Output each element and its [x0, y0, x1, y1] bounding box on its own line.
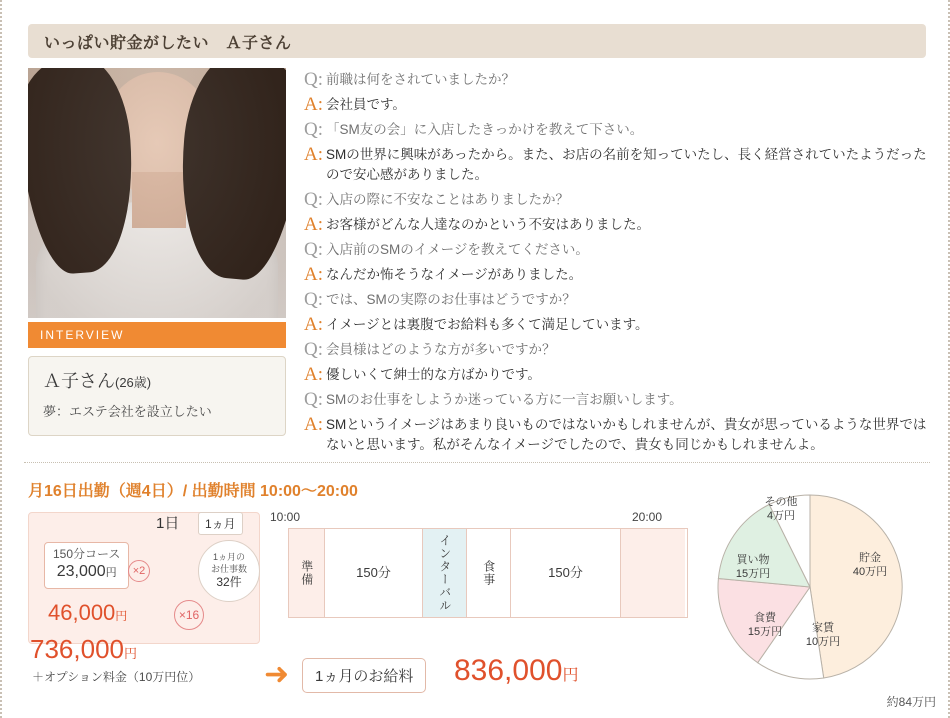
qa-row [304, 315, 932, 335]
pie-label-rent-name: 家賃 [812, 622, 834, 634]
jobs-line2: お仕事数 [210, 563, 247, 574]
pie-label-food-name: 食費 [754, 612, 776, 624]
pie-total-label: 約84万円 [886, 695, 936, 709]
timeline-block-prep: 準備 [289, 529, 325, 617]
qa-mark: Q: [304, 189, 323, 210]
qa-text: なんだか怖そうなイメージがありました。 [326, 267, 583, 282]
course-price [53, 562, 120, 582]
pie-label-food [740, 612, 790, 640]
qa-text: SMというイメージはあまり良いものではないかもしれませんが、貴女が思っているような世界ではないと思います。私がそんなイメージでしたので、貴女も同じかもしれませんよ。 [326, 417, 927, 452]
qa-mark: Q: [304, 69, 323, 90]
photo-vignette [28, 68, 286, 318]
qa-row [304, 70, 932, 90]
pie-slice-savings [810, 495, 902, 678]
pie-label-shopping-name: 買い物 [736, 554, 770, 566]
qa-row [304, 240, 932, 260]
qa-mark: A: [304, 264, 323, 285]
earnings-col-month-label: 1ヵ月 [198, 512, 243, 535]
page-title-bar [28, 24, 926, 58]
course-chip [44, 542, 129, 589]
qa-text: 「SM友の会」に入店したきっかけを教えて下さい。 [326, 122, 644, 137]
profile-name-row [43, 367, 271, 393]
qa-text: 入店の際に不安なことはありましたか？ [326, 192, 569, 207]
pie-label-food-value: 15万円 [747, 625, 783, 638]
pie-svg [692, 482, 942, 692]
day-total [48, 600, 127, 626]
jobs-count: 32件 [216, 574, 242, 589]
budget-pie-chart [692, 482, 942, 712]
qa-mark: A: [304, 414, 323, 435]
month-total-yen: 円 [123, 646, 137, 661]
pie-label-shopping-value: 15万円 [735, 567, 771, 580]
pie-label-rent [798, 622, 848, 650]
course-name: 150分コース [53, 547, 121, 561]
arrow-icon: ➜ [264, 658, 290, 691]
day-multiplier-badge: ×2 [128, 560, 150, 582]
month-total [30, 634, 137, 665]
qa-text: 優しいくて紳士的な方ばかりです。 [326, 367, 541, 382]
section-divider [24, 462, 930, 463]
work-timeline [288, 528, 688, 618]
qa-row [304, 340, 932, 360]
course-price-value: 23,000 [56, 563, 106, 580]
qa-mark: Q: [304, 119, 323, 140]
qa-row [304, 290, 932, 310]
qa-text: イメージとは裏腹でお給料も多くて満足しています。 [326, 317, 649, 332]
timeline-block-interval: インターバル [423, 529, 467, 617]
qa-row [304, 95, 932, 115]
pie-label-other-value: 4万円 [766, 509, 796, 522]
earnings-col-day-label: 1日 [156, 515, 180, 532]
qa-row [304, 120, 932, 140]
pie-label-savings-name: 貯金 [859, 552, 881, 564]
qa-mark: Q: [304, 339, 323, 360]
qa-row [304, 190, 932, 210]
qa-mark: A: [304, 94, 323, 115]
qa-text: 入店前のSMのイメージを教えてください。 [326, 242, 589, 257]
jobs-line1: 1ヵ月の [212, 552, 245, 563]
pie-label-rent-value: 10万円 [805, 635, 841, 648]
qa-mark: A: [304, 144, 323, 165]
qa-text: SMの世界に興味があったから。また、お店の名前を知っていたし、長く経営されていたようだったので安心感がありました。 [326, 147, 927, 182]
qa-mark: A: [304, 314, 323, 335]
salary-yen: 円 [562, 667, 579, 684]
qa-text: お客様がどんな人達なのかという不安はありました。 [326, 217, 650, 232]
course-price-yen: 円 [105, 567, 117, 579]
timeline-block-session1: 150分 [325, 529, 423, 617]
timeline-block-end [621, 529, 685, 617]
qa-text: 会員様はどのような方が多いですか？ [326, 342, 556, 357]
qa-text: 会社員です。 [326, 97, 406, 112]
profile-dream: 夢：エステ会社を設立したい [43, 404, 212, 419]
qa-mark: A: [304, 364, 323, 385]
month-multiplier-badge: ×16 [174, 600, 204, 630]
profile-box [28, 356, 286, 436]
page-title: いっぱい貯金がしたい Ａ子さん [44, 34, 292, 52]
monthly-jobs-circle [198, 540, 260, 602]
qa-row [304, 215, 932, 235]
qa-row [304, 265, 932, 285]
qa-mark: Q: [304, 389, 323, 410]
interview-qa-list [304, 70, 932, 460]
qa-mark: Q: [304, 239, 323, 260]
qa-mark: A: [304, 214, 323, 235]
monthly-salary-label: 1ヵ月のお給料 [302, 658, 426, 693]
timeline-block-meal: 食事 [467, 529, 511, 617]
interview-photo [28, 68, 286, 318]
interview-badge-label: INTERVIEW [40, 328, 125, 342]
qa-row [304, 390, 932, 410]
qa-text: では、SMの実際のお仕事はどうですか？ [326, 292, 576, 307]
day-total-value: 46,000 [48, 600, 116, 625]
option-fee-note: ＋オプション料金（10万円位） [32, 670, 201, 684]
qa-mark: Q: [304, 289, 323, 310]
pie-label-other-name: その他 [764, 496, 798, 508]
timeline-block-session2: 150分 [511, 529, 621, 617]
month-total-value: 736,000 [30, 634, 124, 664]
pie-label-other [754, 496, 808, 524]
qa-row [304, 145, 932, 185]
monthly-salary-amount [454, 654, 578, 688]
timeline-end-time: 20:00 [632, 510, 663, 524]
qa-text: SMのお仕事をしようか迷っている方に一言お願いします。 [326, 392, 683, 407]
qa-row [304, 365, 932, 385]
profile-name: Ａ子さん [43, 371, 115, 391]
pie-label-shopping [726, 554, 780, 582]
pie-label-savings-value: 40万円 [852, 565, 888, 578]
pie-label-savings [842, 552, 898, 580]
salary-value: 836,000 [454, 654, 563, 687]
interview-badge [28, 322, 286, 348]
qa-row [304, 415, 932, 455]
schedule-heading: 月16日出勤（週4日）/ 出勤時間 10:00〜20:00 [28, 483, 358, 500]
profile-age: (26歳) [115, 375, 152, 390]
day-total-yen: 円 [115, 609, 128, 623]
qa-text: 前職は何をされていましたか？ [326, 72, 515, 87]
timeline-start-time: 10:00 [270, 510, 301, 524]
